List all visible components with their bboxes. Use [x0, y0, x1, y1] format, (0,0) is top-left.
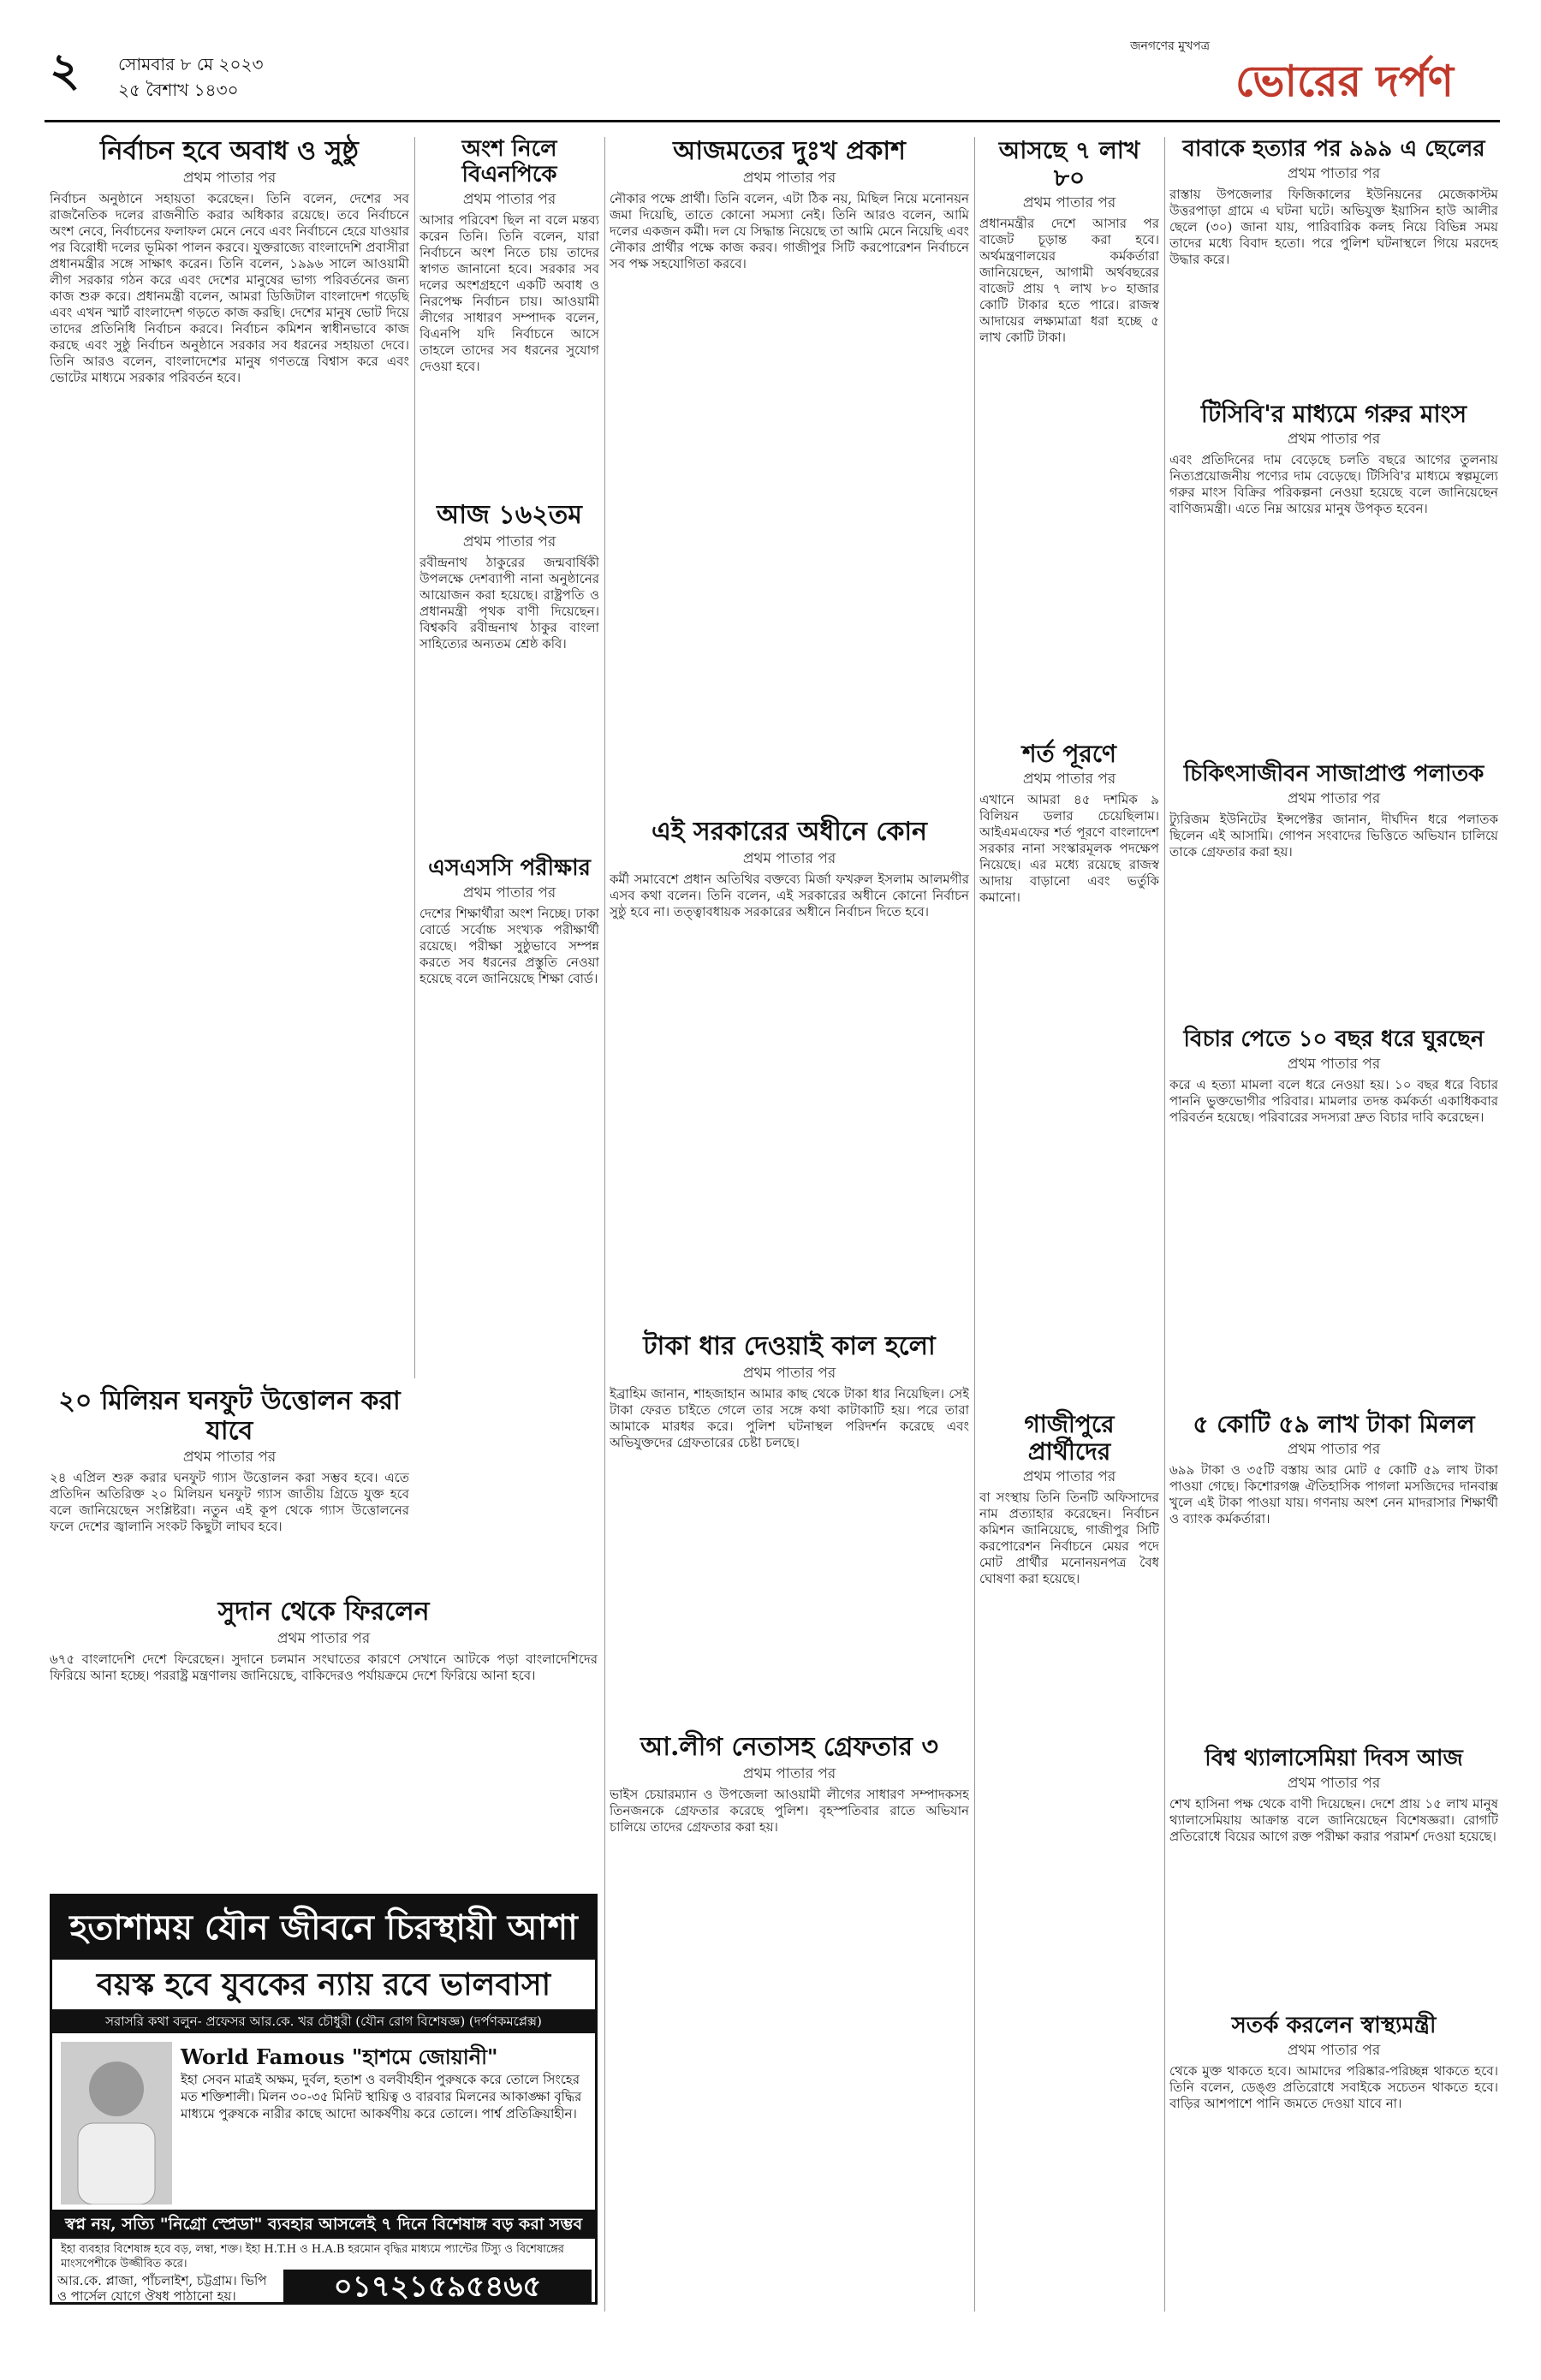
article-a13 — [1169, 137, 1498, 392]
article-a3 — [419, 501, 599, 837]
headline: টাকা ধার দেওয়াই কাল হলো — [643, 1331, 936, 1361]
article-a1 — [50, 137, 409, 1415]
headline: আজমতের দুঃখ প্রকাশ — [673, 136, 906, 166]
subline: প্রথম পাতার পর — [742, 169, 836, 187]
ad-spray-strip: স্বপ্ন নয়, সত্যি "নিগ্রো স্প্রেডা" ব্যবহার আসলেই ৭ দিনে বিশেষাঙ্গ বড় করা সম্ভব — [52, 2210, 595, 2239]
article-body: দেশের শিক্ষার্থীরা অংশ নিচ্ছে। ঢাকা বোর্ডে সর্বোচ্চ সংখ্যক পরীক্ষার্থী রয়েছে। পরীক্ষা সুষ্ঠুভাবে সম্পন্ন করতে সব ধরনের প্রস্তুতি নেওয়া হয়েছে বলে জানিয়েছে শিক্ষা বোর্ড। — [419, 905, 599, 986]
article-a12 — [979, 1411, 1159, 2380]
logo-tagline: জনগণের মুখপত্র — [1130, 39, 1211, 53]
article-body: নির্বাচন অনুষ্ঠানে সহায়তা করেছেন। তিনি বলেন, দেশের সব রাজনৈতিক দলের রাজনীতি করার অধিকার রয়েছে। তবে নির্বাচনে অংশ নেবে, নির্বাচনের ফলাফল মেনে নেবে এবং নির্বাচনে হেরে যাওয়ার পর বিরোধী দলের ভূমিকা পালন করবে। যুক্তরাজ্যে বাংলাদেশি প্রবাসীরা প্রধানমন্ত্রীর সঙ্গে সাক্ষাৎ করেন। তিনি বলেন, ১৯৯৬ সালে আওয়ামী লীগ সরকার গঠন করে এবং দেশের মানুষের ভাগ্য পরিবর্তনের জন্য কাজ শুরু করে। প্রধানমন্ত্রী বলেন, আমরা ডিজিটাল বাংলাদেশ গড়েছি এবং এখন স্মার্ট বাংলাদেশ গড়তে কাজ করছি। দেশের মানুষ ভোট দিয়ে তাদের প্রতিনিধি নির্বাচন করবে। নির্বাচন কমিশন স্বাধীনভাবে কাজ করছে এবং সুষ্ঠু নির্বাচন অনুষ্ঠানে সরকার সব ধরনের সহায়তা দেবে। তিনি আরও বলেন, বাংলাদেশের মানুষ গণতন্ত্রে বিশ্বাস করে এবং ভোটের মাধ্যমে সরকার পরিবর্তন হবে। — [50, 190, 409, 385]
newspaper-logo: ভোরের দর্পণ — [1235, 56, 1454, 106]
ad-product-name: World Famous "হাশমে জোয়ানী" — [181, 2044, 498, 2069]
date-block — [118, 51, 263, 103]
article-a7 — [610, 818, 969, 1334]
headline: নির্বাচন হবে অবাধ ও সুষ্ঠু — [100, 136, 359, 166]
article-a4 — [50, 1387, 409, 1633]
ad-product-description: ইহা সেবন মাত্রই অক্ষম, দুর্বল, হতাশ ও বলবীর্যহীন পুরুষকে করে তোলে সিংহের মত শক্তিশালী। মিলন ৩০-৩৫ মিনিট স্থায়িত্ব ও বারবার মিলনের আকাঙ্ক্ষা বৃদ্ধির মাধ্যমে পুরুষকে নারীর কাছে আদো আকর্ষণীয় করে তোলে। পার্শ্ব প্রতিক্রিয়াহীন। — [181, 2072, 582, 2121]
headline: ৫ কোটি ৫৯ লাখ টাকা মিলল — [1193, 1410, 1475, 1438]
subline: প্রথম পাতার পর — [462, 884, 556, 901]
column-divider — [604, 137, 605, 2312]
article-body: ভাইস চেয়ারম্যান ও উপজেলা আওয়ামী লীগের সাধারণ সম্পাদকসহ তিনজনকে গ্রেফতার করেছে পুলিশ। বৃহস্পতিবার রাতে অভিযান চালিয়ে তাদের গ্রেফতার করা হয়। — [610, 1786, 969, 1835]
subline: প্রথম পাতার পর — [277, 1629, 371, 1647]
subline: প্রথম পাতার পর — [742, 1364, 836, 1382]
article-body: রবীন্দ্রনাথ ঠাকুরের জন্মবার্ষিকী উপলক্ষে দেশব্যাপী নানা অনুষ্ঠানের আয়োজন করা হয়েছে। রাষ্ট্রপতি ও প্রধানমন্ত্রী পৃথক বাণী দিয়েছেন। বিশ্বকবি রবীন্দ্রনাথ ঠাকুর বাংলা সাহিত্যের অন্যতম শ্রেষ্ঠ কবি। — [419, 554, 599, 652]
subline: প্রথম পাতার পর — [1022, 194, 1116, 212]
article-body: থেকে মুক্ত থাকতে হবে। আমাদের পরিষ্কার-পরিচ্ছন্ন থাকতে হবে। তিনি বলেন, ডেঙ্গু প্রতিরোধে সবাইকে সচেতন থাকতে হবে। বাড়ির আশপাশে পানি জমতে দেওয়া যাবে না। — [1169, 2062, 1498, 2111]
headline: সতর্ক করলেন স্বাস্থ্যমন্ত্রী — [1231, 2013, 1437, 2038]
headline: চিকিৎসাজীবন সাজাপ্রাপ্ত পলাতক — [1183, 761, 1484, 787]
column-divider — [414, 137, 415, 1378]
headline: গাজীপুরে প্রার্থীদের — [1024, 1410, 1115, 1467]
article-body: বা সংস্থায় তিনি তিনটি অফিসাদের নাম প্রত্যাহার করেছেন। নির্বাচন কমিশন জানিয়েছে, গাজীপুর সিটি করপোরেশন নির্বাচনে মেয়র পদে মোট প্রার্থীর মনোনয়নপত্র বৈধ ঘোষণা করা হয়েছে। — [979, 1490, 1159, 1587]
article-a11 — [979, 741, 1159, 1408]
article-body: ২৪ এপ্রিল শুরু করার ঘনফুট গ্যাস উত্তোলন করা সম্ভব হবে। এতে প্রতিদিন অতিরিক্ত ২০ মিলিয়ন ঘনফুট গ্যাস জাতীয় গ্রিডে যুক্ত হবে বলে জানিয়েছেন সংশ্লিষ্টরা। নতুন এই কূপ থেকে গ্যাস উত্তোলনের ফলে দেশের জ্বালানি সংকট কিছুটা লাঘব হবে। — [50, 1470, 409, 1534]
subline: প্রথম পাতার পর — [462, 190, 556, 208]
header-rule — [45, 120, 1500, 122]
column-divider — [1164, 137, 1165, 2312]
subline: প্রথম পাতার পর — [182, 169, 277, 187]
headline: আজ ১৬২তম — [437, 500, 582, 530]
ad-small-print: ইহা ব্যবহার বিশেষাঙ্গ হবে বড়, লম্বা, শক্ত। ইহা H.T.H ও H.A.B হরমোন বৃদ্ধির মাধ্যমে প্যান্টের টিস্যু ও বিশেষাঙ্গের মাংসপেশীকে উজ্জীবিত করে। — [61, 2243, 564, 2270]
article-a17 — [1169, 1411, 1498, 1745]
headline: বাবাকে হত্যার পর ৯৯৯ এ ছেলের — [1182, 136, 1485, 162]
article-body: আসার পরিবেশ ছিল না বলে মন্তব্য করেন তিনি। তিনি বলেন, যারা নির্বাচনে অংশ নিতে চায় তাদের স্বাগত জানানো হবে। সরকার সব দলের অংশগ্রহণে একটি অবাধ ও নিরপেক্ষ নির্বাচন চায়। আওয়ামী লীগের সাধারণ সম্পাদক বলেন, বিএনপি যদি নির্বাচনে আসে তাহলে তাদের সব ধরনের সুযোগ দেওয়া হবে। — [419, 211, 599, 374]
subline: প্রথম পাতার পর — [462, 533, 556, 550]
headline: বিশ্ব থ্যালাসেমিয়া দিবস আজ — [1205, 1746, 1463, 1771]
article-body: কর্মী সমাবেশে প্রধান অতিথির বক্তব্যে মির্জা ফখরুল ইসলাম আলমগীর এসব কথা বলেন। তিনি বলেন, এই সরকারের অধীনে কোনো নির্বাচন সুষ্ঠু হবে না। তত্ত্বাবধায়ক সরকারের অধীনে নির্বাচন দিতে হবে। — [610, 871, 969, 919]
subline: প্রথম পাতার পর — [742, 849, 836, 867]
date-bangla: ২৫ বৈশাখ ১৪৩০ — [118, 80, 239, 100]
subline: প্রথম পাতার পর — [1287, 2041, 1381, 2059]
article-a15 — [1169, 762, 1498, 1026]
article-a19 — [1169, 2014, 1498, 2346]
page-number: ২ — [50, 42, 80, 97]
subline: প্রথম পাতার পর — [1287, 431, 1381, 449]
article-a5 — [50, 1598, 598, 1883]
advertisement — [50, 1894, 598, 2305]
ad-phone-number: ০১৭২১৫৯৫৪৬৫ — [283, 2270, 592, 2304]
headline: অংশ নিলে বিএনপিকে — [461, 136, 557, 187]
article-a16 — [1169, 1027, 1498, 1402]
article-body: এবং প্রতিদিনের দাম বেড়েছে চলতি বছরে আগের তুলনায় নিত্যপ্রয়োজনীয় পণ্যের দাম বেড়েছে। টিসিবি'র মাধ্যমে স্বল্পমূল্যে গরুর মাংস বিক্রির পরিকল্পনা নেওয়া হয়েছে বলে জানিয়েছেন বাণিজ্যমন্ত্রী। এতে নিম্ন আয়ের মানুষ উপকৃত হবেন। — [1169, 452, 1498, 517]
subline: প্রথম পাতার পর — [1022, 1468, 1116, 1486]
headline: এসএসসি পরীক্ষার — [428, 855, 591, 881]
article-a14 — [1169, 401, 1498, 777]
subline: প্রথম পাতার পর — [1022, 771, 1116, 788]
article-a10 — [979, 137, 1159, 764]
article-body: ৬৯৯ টাকা ও ৩৫টি বস্তায় আর মোট ৫ কোটি ৫৯ লাখ টাকা পাওয়া গেছে। কিশোরগঞ্জ ঐতিহাসিক পাগলা মসজিদের দানবাক্স খুলে এই টাকা পাওয়া যায়। গণনায় অংশ নেন মাদরাসার শিক্ষার্থী ও ব্যাংক কর্মকর্তারা। — [1169, 1462, 1498, 1527]
article-body: ট্যুরিজম ইউনিটের ইন্সপেক্টর জানান, দীর্ঘদিন ধরে পলাতক ছিলেন এই আসামি। গোপন সংবাদের ভিত্তিতে অভিযান চালিয়ে তাকে গ্রেফতার করা হয়। — [1169, 811, 1498, 860]
ad-banner-second: বয়স্ক হবে যুবকের ন্যায় রবে ভালবাসা — [52, 1960, 595, 2009]
ad-banner-top: হতাশাময় যৌন জীবনে চিরস্থায়ী আশা — [52, 1896, 595, 1960]
article-body: ৬৭৫ বাংলাদেশি দেশে ফিরেছেন। সুদানে চলমান সংঘাতের কারণে সেখানে আটকে পড়া বাংলাদেশিদের ফিরিয়ে আনা হচ্ছে। পররাষ্ট্র মন্ত্রণালয় জানিয়েছে, বাকিদেরও পর্যায়ক্রমে দেশে ফিরিয়ে আনা হবে। — [50, 1651, 598, 1683]
subline: প্রথম পাতার পর — [1287, 1774, 1381, 1792]
article-a20 — [419, 856, 599, 1385]
article-a9 — [610, 1733, 969, 2352]
headline: টিসিবি'র মাধ্যমে গরুর মাংস — [1200, 400, 1467, 428]
article-body: ইব্রাহিম জানান, শাহজাহান আমার কাছ থেকে টাকা ধার নিয়েছিল। সেই টাকা ফেরত চাইতে গেলে তার সঙ্গে কথা কাটাকাটি হয়। পরে তারা আমাকে মারধর করে। পুলিশ ঘটনাস্থল পরিদর্শন করেছে এবং অভিযুক্তদের গ্রেফতারের চেষ্টা চলছে। — [610, 1385, 969, 1450]
subline: প্রথম পাতার পর — [742, 1764, 836, 1782]
column-divider — [974, 137, 975, 2312]
headline: বিচার পেতে ১০ বছর ধরে ঘুরছেন — [1183, 1026, 1484, 1052]
headline: সুদান থেকে ফিরলেন — [217, 1597, 430, 1627]
article-body: শেখ হাসিনা পক্ষ থেকে বাণী দিয়েছেন। দেশে প্রায় ১৫ লাখ মানুষ থ্যালাসেমিয়ায় আক্রান্ত বলে জানিয়েছেন বিশেষজ্ঞরা। রোগটি প্রতিরোধে বিয়ের আগে রক্ত পরীক্ষা করার পরামর্শ দেওয়া হয়েছে। — [1169, 1795, 1498, 1844]
headline: ২০ মিলিয়ন ঘনফুট উত্তোলন করা যাবে — [58, 1386, 401, 1446]
article-a2 — [419, 137, 599, 512]
headline: আ.লীগ নেতাসহ গ্রেফতার ৩ — [640, 1732, 939, 1762]
article-body: প্রধানমন্ত্রীর দেশে আসার পর বাজেট চূড়ান্ত করা হবে। অর্থমন্ত্রণালয়ের কর্মকর্তারা জানিয়েছেন, আগামী অর্থবছরের বাজেট প্রায় ৭ লাখ ৮০ হাজার কোটি টাকার হতে পারে। রাজস্ব আদায়ের লক্ষ্যমাত্রা ধরা হচ্ছে ৫ লাখ কোটি টাকা। — [979, 216, 1159, 346]
subline: প্রথম পাতার পর — [1287, 1441, 1381, 1459]
article-body: নৌকার পক্ষে প্রার্থী। তিনি বলেন, এটা ঠিক নয়, মিছিল নিয়ে মনোনয়ন জমা দিয়েছি, তাতে কোনো সমস্যা নেই। তিনি আরও বলেন, আমি দলের একজন কর্মী। দল যে সিদ্ধান্ত নিয়েছে তা আমি মেনে নিয়েছি এবং নৌকার প্রার্থীর পক্ষে কাজ করব। গাজীপুর সিটি করপোরেশন নির্বাচনে সব পক্ষ সহযোগিতা করবে। — [610, 190, 969, 271]
article-body: এখানে আমরা ৪৫ দশমিক ৯ বিলিয়ন ডলার চেয়েছিলাম। আইএমএফের শর্ত পূরণে বাংলাদেশ সরকার নানা সংস্কারমূলক পদক্ষেপ নিয়েছে। এর মধ্যে রয়েছে রাজস্ব আদায় বাড়ানো এবং ভর্তুকি কমানো। — [979, 792, 1159, 906]
headline: আসছে ৭ লাখ ৮০ — [998, 136, 1140, 193]
ad-contact-strip: সরাসরি কথা বলুন- প্রফেসর আর.কে. খর চৌধুরী (যৌন রোগ বিশেষজ্ঞ) (দর্পণকমপ্লেক্স) — [52, 2009, 595, 2033]
subline: প্রথম পাতার পর — [1287, 789, 1381, 807]
article-a6 — [610, 137, 969, 824]
article-body: করে এ হত্যা মামলা বলে ধরে নেওয়া হয়। ১০ বছর ধরে বিচার পাননি ভুক্তভোগীর পরিবার। মামলার তদন্ত কর্মকর্তা একাধিকবার পরিবর্তন হয়েছে। পরিবারের সদস্যরা দ্রুত বিচার দাবি করেছেন। — [1169, 1076, 1498, 1125]
subline: প্রথম পাতার পর — [1287, 1055, 1381, 1073]
subline: প্রথম পাতার পর — [182, 1449, 277, 1466]
article-a18 — [1169, 1746, 1498, 2010]
ad-doctor-photo — [61, 2042, 172, 2204]
headline: শর্ত পূরণে — [1022, 740, 1116, 768]
subline: প্রথম পাতার পর — [1287, 164, 1381, 182]
headline: এই সরকারের অধীনে কোন — [652, 817, 927, 847]
article-body: রাস্তায় উপজেলার ফিজিকালের ইউনিয়নের মেজেকাস্টম উত্তরপাড়া গ্রামে এ ঘটনা ঘটে। অভিযুক্ত ইয়াসিন হাউ আলীর ছেলে (৩০) জানা যায়, পারিবারিক কলহ নিয়ে বিভিন্ন সময় তাদের মধ্যে বিবাদ হতো। পরে পুলিশ ঘটনাস্থলে গিয়ে মরদেহ উদ্ধার করে। — [1169, 186, 1498, 267]
date-gregorian: সোমবার ৮ মে ২০২৩ — [118, 54, 264, 74]
article-a8 — [610, 1332, 969, 1728]
ad-address: আর.কে. প্লাজা, পাঁচলাইশ, চট্টগ্রাম। ভিপি ও পার্সেল যোগে ঔষধ পাঠানো হয়। — [57, 2273, 267, 2304]
